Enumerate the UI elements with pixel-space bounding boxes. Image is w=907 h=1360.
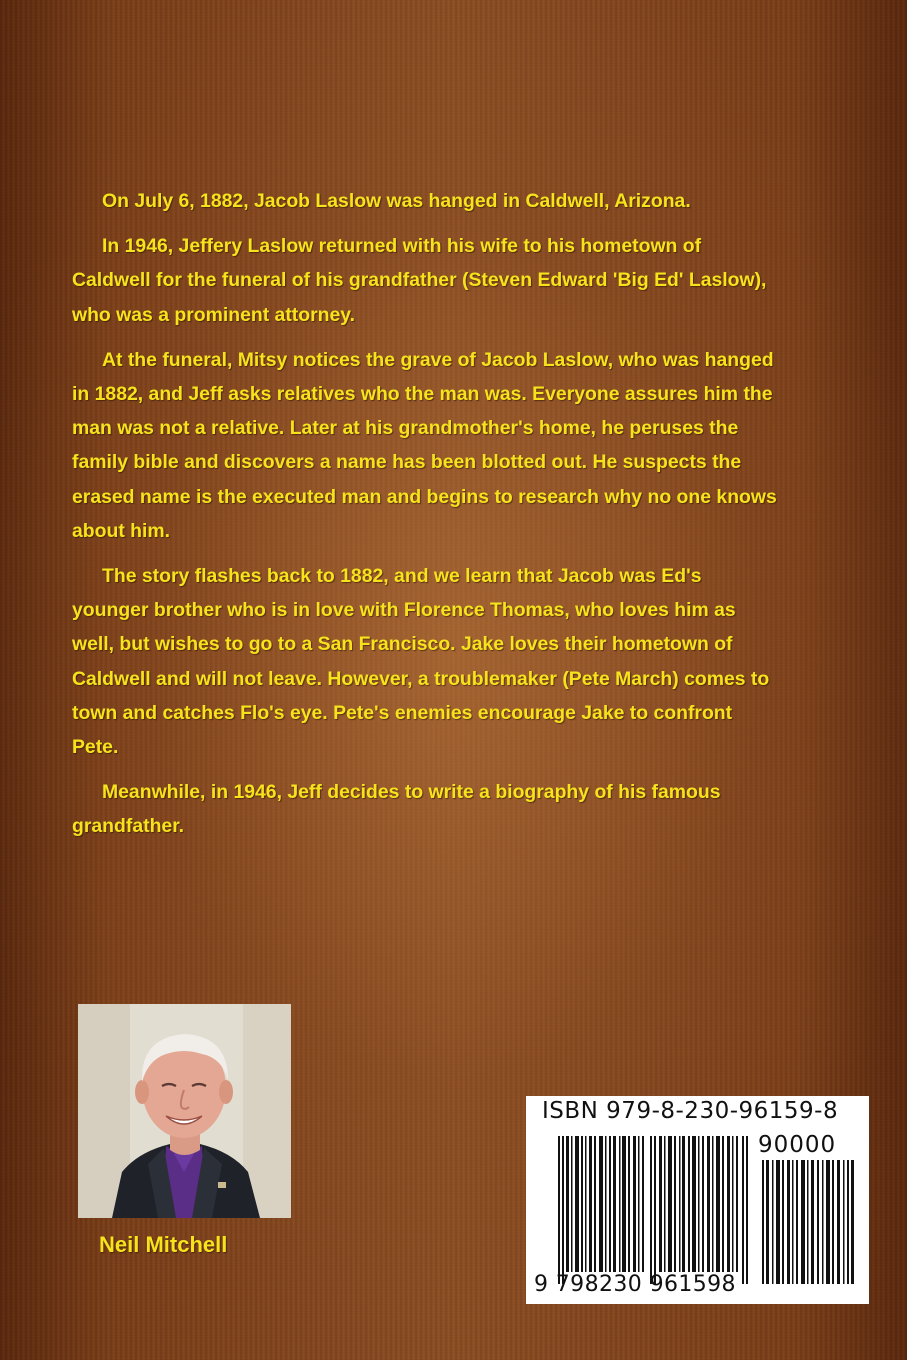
blurb-paragraph-2: In 1946, Jeffery Laslow returned with his wife to his hometown of Caldwell for the funeral of his grandfather (Steven Edward 'Big Ed' Laslow), who was a prominent attorney.	[72, 235, 767, 326]
isbn-barcode	[526, 1096, 869, 1304]
isbn-label: ISBN 979-8-230-96159-8	[542, 1098, 839, 1124]
back-cover-blurb	[72, 184, 782, 855]
ean-digits: 9 798230 961598	[534, 1272, 736, 1297]
blurb-paragraph-4: The story flashes back to 1882, and we learn that Jacob was Ed's younger brother who is in love with Florence Thomas, who loves him as well, but wishes to go to a San Francisco. Jake loves their hometown of Caldwell and will not leave. However, a troublemaker (Pete March) comes to town and catches Flo's eye. Pete's enemies encourage Jake to confront Pete.	[72, 565, 770, 759]
price-code: 90000	[758, 1132, 837, 1158]
barcode-bars-addon	[762, 1160, 854, 1284]
author-name: Neil Mitchell	[99, 1232, 228, 1257]
barcode-bars-main	[558, 1136, 748, 1284]
author-photo	[78, 1004, 291, 1218]
blurb-paragraph-1: On July 6, 1882, Jacob Laslow was hanged in Caldwell, Arizona.	[102, 190, 691, 212]
blurb-paragraph-5: Meanwhile, in 1946, Jeff decides to write a biography of his famous grandfather.	[72, 781, 721, 838]
blurb-paragraph-3: At the funeral, Mitsy notices the grave of Jacob Laslow, who was hanged in 1882, and Jeff asks relatives who the man was. Everyone assures him the man was not a relative. Later at his grandmother's home, he peruses the family bible and discovers a name has been blotted out. He suspects the erased name is the executed man and begins to research why no one knows about him.	[72, 348, 777, 542]
